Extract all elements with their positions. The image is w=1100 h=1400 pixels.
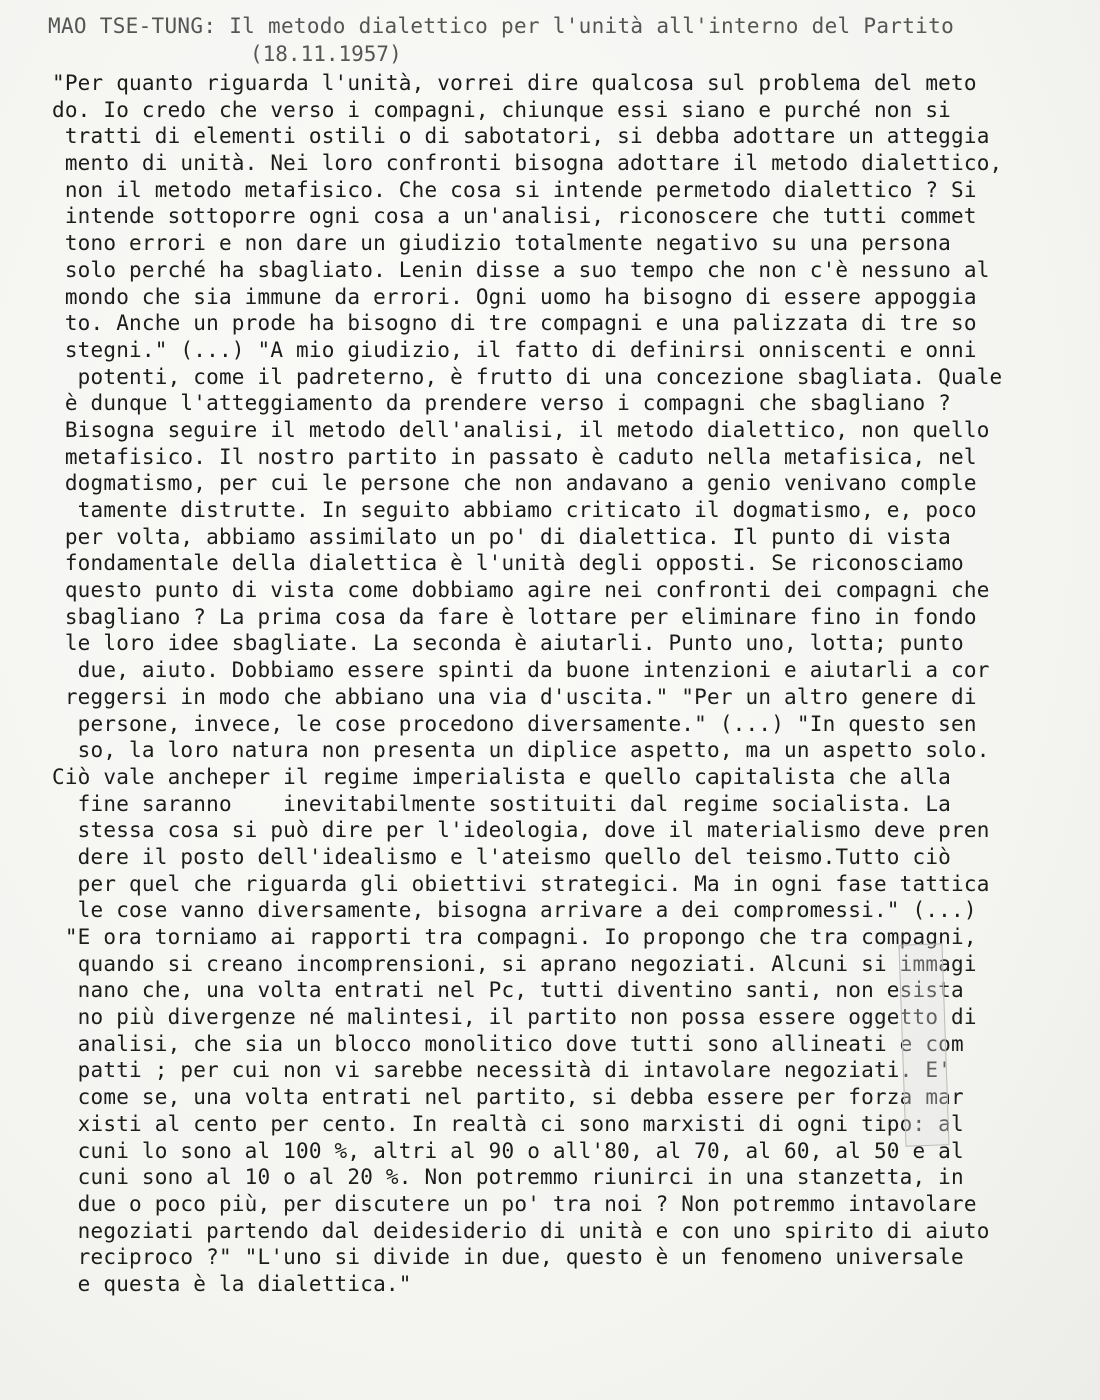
text-line: dogmatismo, per cui le persone che non andavano a genio venivano comple (52, 471, 977, 496)
text-line: patti ; per cui non vi sarebbe necessità di intavolare negoziati. E' (52, 1058, 952, 1083)
text-line: to. Anche un prode ha bisogno di tre compagni e una palizzata di tre so (52, 311, 977, 336)
text-line: è dunque l'atteggiamento da prendere verso i compagni che sbagliano ? (52, 391, 952, 416)
text-line: so, la loro natura non presenta un diplice aspetto, ma un aspetto solo. (52, 738, 990, 763)
text-line: dere il posto dell'idealismo e l'ateismo quello del teismo.Tutto ciò (52, 844, 952, 869)
text-line: per volta, abbiamo assimilato un po' di dialettica. Il punto di vista (52, 524, 952, 549)
text-line: analisi, che sia un blocco monolitico dove tutti sono allineati e com (52, 1031, 964, 1056)
text-line: due o poco più, per discutere un po' tra noi ? Non potremmo intavolare (52, 1191, 977, 1216)
text-line: fondamentale della dialettica è l'unità degli opposti. Se riconosciamo (52, 551, 964, 576)
text-line: solo perché ha sbagliato. Lenin disse a suo tempo che non c'è nessuno al (52, 257, 990, 282)
text-line: reciproco ?" "L'uno si divide in due, questo è un fenomeno universale (52, 1245, 964, 1270)
text-line: per quel che riguarda gli obiettivi strategici. Ma in ogni fase tattica (52, 871, 990, 896)
text-line: le cose vanno diversamente, bisogna arrivare a dei compromessi." (...) (52, 898, 977, 923)
text-line: nano che, una volta entrati nel Pc, tutti diventino santi, non esista (52, 978, 964, 1003)
faded-stamp (898, 943, 949, 1146)
text-line: "E ora torniamo ai rapporti tra compagni. Io propongo che tra compagni, (52, 925, 977, 949)
stamp-mark (902, 1004, 944, 1005)
text-line: mento di unità. Nei loro confronti bisogna adottare il metodo dialettico, (52, 151, 1003, 176)
text-line: stessa cosa si può dire per l'ideologia, dove il materialismo deve pren (52, 818, 990, 843)
text-line: due, aiuto. Dobbiamo essere spinti da buone intenzioni e aiutarli a cor (52, 658, 990, 683)
text-line: tono errori e non dare un giudizio totalmente negativo su una persona (52, 231, 952, 256)
text-line: sbagliano ? La prima cosa da fare è lottare per eliminare fino in fondo (52, 604, 977, 629)
document-title: MAO TSE-TUNG: Il metodo dialettico per l'unità all'interno del Partito (48, 14, 955, 38)
text-line: intende sottoporre ogni cosa a un'analisi, riconoscere che tutti commet (52, 204, 977, 229)
text-line: persone, invece, le cose procedono diversamente." (...) "In questo sen (52, 711, 977, 736)
text-line: potenti, come il padreterno, è frutto di una concezione sbagliata. Quale (52, 364, 1003, 389)
text-line: Ciò vale ancheper il regime imperialista e quello capitalista che alla (52, 764, 952, 789)
text-line: come se, una volta entrati nel partito, si debba essere per forza mar (52, 1085, 964, 1110)
text-line: "Per quanto riguarda l'unità, vorrei dire qualcosa sul problema del meto (52, 71, 977, 95)
text-line: metafisico. Il nostro partito in passato è caduto nella metafisica, nel (52, 444, 977, 469)
text-line: le loro idee sbagliate. La seconda è aiutarli. Punto uno, lotta; punto (52, 631, 964, 656)
document-date: (18.11.1957) (250, 42, 402, 66)
text-line: non il metodo metafisico. Che cosa si intende permetodo dialettico ? Si (52, 177, 977, 202)
text-line: mondo che sia immune da errori. Ogni uomo ha bisogno di essere appoggia (52, 284, 977, 309)
text-line: stegni." (...) "A mio giudizio, il fatto di definirsi onniscenti e onni (52, 337, 977, 362)
text-line: quando si creano incomprensioni, si aprano negoziati. Alcuni si immagi (52, 951, 977, 976)
text-line: Bisogna seguire il metodo dell'analisi, il metodo dialettico, non quello (52, 417, 990, 442)
text-line: tratti di elementi ostili o di sabotatori, si debba adottare un atteggia (52, 124, 990, 149)
text-line: fine saranno inevitabilmente sostituiti dal regime socialista. La (52, 791, 952, 816)
text-line: negoziati partendo dal deidesiderio di unità e con uno spirito di aiuto (52, 1218, 990, 1243)
text-line: xisti al cento per cento. In realtà ci sono marxisti di ogni tipo: al (52, 1111, 964, 1136)
text-line: cuni lo sono al 100 %, altri al 90 o all'80, al 70, al 60, al 50 e al (52, 1138, 964, 1163)
text-line: no più divergenze né malintesi, il partito non possa essere oggetto di (52, 1005, 977, 1030)
text-line: do. Io credo che verso i compagni, chiunque essi siano e purché non si (52, 97, 952, 122)
text-line: reggersi in modo che abbiano una via d'uscita." "Per un altro genere di (52, 684, 977, 709)
text-line: e questa è la dialettica." (52, 1271, 412, 1296)
text-line: cuni sono al 10 o al 20 %. Non potremmo riunirci in una stanzetta, in (52, 1165, 964, 1190)
text-line: questo punto di vista come dobbiamo agire nei confronti dei compagni che (52, 578, 990, 603)
text-line: tamente distrutte. In seguito abbiamo criticato il dogmatismo, e, poco (52, 498, 977, 522)
